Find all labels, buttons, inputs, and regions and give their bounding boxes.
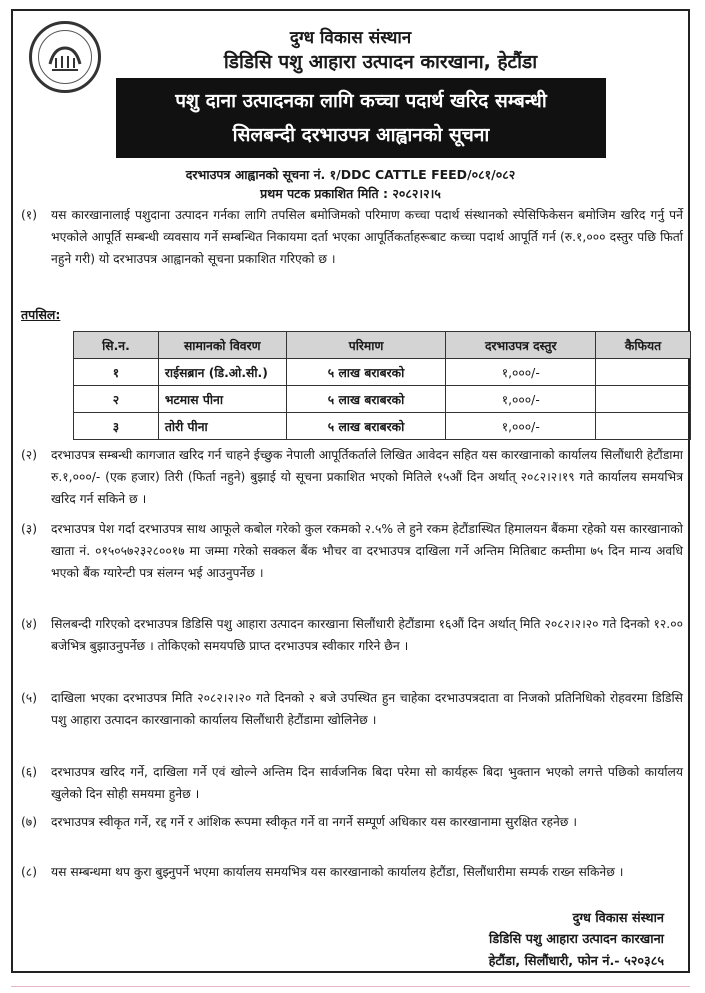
table-cell: ५ लाख बराबरको — [286, 359, 446, 386]
table-row — [74, 413, 691, 440]
organization-name: दुग्ध विकास संस्थान — [289, 28, 412, 48]
paragraph-7 — [21, 811, 683, 833]
paragraph-number: (१) — [21, 208, 37, 222]
first-published-date: प्रथम पटक प्रकाशित मिति : २०८२।२।५ — [260, 186, 441, 201]
column-header: कैफियत — [596, 332, 691, 359]
paragraph-number: (६) — [21, 765, 37, 779]
paragraph-number: (२) — [21, 448, 37, 462]
table-cell: १,०००/- — [446, 359, 596, 386]
banner-title-line-2: सिलबन्दी दरभाउपत्र आह्वानको सूचना — [232, 124, 490, 146]
notice-title-banner — [116, 78, 606, 158]
items-table — [73, 331, 691, 440]
table-cell: भटमास पीना — [158, 386, 286, 413]
paragraph-text: दरभाउपत्र स्वीकृत गर्ने, रद्द गर्ने र आंशिक रूपमा स्वीकृत गर्ने वा नगर्ने सम्पूर्ण अधिकार यस कारखानामा सुरक्षित रहनेछ । — [51, 815, 577, 829]
column-header: दरभाउपत्र दस्तुर — [446, 332, 596, 359]
table-cell: राईसब्रान (डि.ओ.सी.) — [158, 359, 286, 386]
notice-number: दरभाउपत्र आह्वानको सूचना नं. १/DDC CATTLE FEED/०८१/०८२ — [185, 167, 516, 182]
paragraph-text: दाखिला भएका दरभाउपत्र मिति २०८२।२।२० गते दिनको २ बजे उपस्थित हुन चाहेका दरभाउपत्रदाता वा निजको प्रतिनिधिको रोहवरमा डिडिसि पशु आहारा उत्पादन कारखानाको कार्यालय सिलौंधारी हेटौंडामा खोलिनेछ । — [51, 691, 683, 727]
paragraph-number: (८) — [21, 865, 37, 879]
paragraph-number: (४) — [21, 617, 37, 631]
table-cell: २ — [74, 386, 159, 413]
table-cell: ५ लाख बराबरको — [286, 413, 446, 440]
paragraph-4 — [21, 613, 683, 657]
factory-name: डिडिसि पशु आहारा उत्पादन कारखाना, हेटौंडा — [223, 51, 538, 73]
paragraph-number: (५) — [21, 691, 37, 705]
paragraph-6 — [21, 761, 683, 805]
paragraph-number: (७) — [21, 815, 37, 829]
footer-divider — [11, 986, 690, 987]
paragraph-5 — [21, 687, 683, 731]
column-header: सामानको विवरण — [158, 332, 286, 359]
table-cell: १,०००/- — [446, 386, 596, 413]
table-cell: तोरी पीना — [158, 413, 286, 440]
table-cell: ५ लाख बराबरको — [286, 386, 446, 413]
paragraph-text: सिलबन्दी गरिएको दरभाउपत्र डिडिसि पशु आहारा उत्पादन कारखाना सिलौंधारी हेटौंडामा १६औं दिन अर्थात् मिति २०८२।२।२० गते दिनको १२.०० बजेभित्र बुझाउनुपर्नेछ । तोकिएको समयपछि प्राप्त दरभाउपत्र स्वीकार गरिने छैन । — [51, 617, 683, 653]
table-cell: १,०००/- — [446, 413, 596, 440]
table-row — [74, 359, 691, 386]
column-header: परिमाण — [286, 332, 446, 359]
paragraph-2 — [21, 444, 683, 510]
table-cell — [596, 386, 691, 413]
table-cell — [596, 413, 691, 440]
signature-org: दुग्ध विकास संस्थान — [572, 911, 664, 926]
banner-title-line-1: पशु दाना उत्पादनका लागि कच्चा पदार्थ खरिद सम्बन्धी — [175, 90, 547, 112]
paragraph-number: (३) — [21, 522, 37, 536]
paragraph-text: दरभाउपत्र सम्बन्धी कागजात खरिद गर्न चाहने ईच्छुक नेपाली आपूर्तिकर्ताले लिखित आवेदन सहित यस कारखानाको कार्यालय सिलौंधारी हेटौंडामा रु.१,०००/- (एक हजार) तिरी (फिर्ता नहुने) बुझाई यो सूचना प्रकाशित भएको मितिले १५औं दिन अर्थात् २०८२।२।१९ गते कार्यालय समयभित्र खरिद गर्न सकिने छ । — [51, 448, 683, 506]
notice-page — [11, 9, 690, 973]
table-cell — [596, 359, 691, 386]
table-header-row — [74, 332, 691, 359]
paragraph-1 — [21, 204, 683, 270]
signature-address: हेटौंडा, सिलौंधारी, फोन नं.- ५२०३८५ — [488, 954, 664, 969]
paragraph-text: यस सम्बन्धमा थप कुरा बुझ्नुपर्ने भएमा कार्यालय समयभित्र यस कारखानाको कार्यालय हेटौंडा, सिलौंधारीमा सम्पर्क राख्न सकिनेछ । — [51, 865, 624, 879]
signature-factory: डिडिसि पशु आहारा उत्पादन कारखाना — [489, 932, 664, 947]
paragraph-text: यस कारखानालाई पशुदाना उत्पादन गर्नका लागि तपसिल बमोजिमको परिमाण कच्चा पदार्थ संस्थानको स्पेसिफिकेसन बमोजिम खरिद गर्नु पर्ने भएकोले आपूर्ति सम्बन्धी व्यवसाय गर्ने सम्बन्धित निकायमा दर्ता भएका आपूर्तिकर्ताहरूबाट कच्चा पदार्थ आपूर्ति गर्न (रु.१,००० दस्तुर पछि फिर्ता नहुने गरी) यो दरभाउपत्र आह्वानको सूचना प्रकाशित गरिएको छ । — [51, 208, 683, 266]
table-row — [74, 386, 691, 413]
column-header: सि.न. — [74, 332, 159, 359]
paragraph-text: दरभाउपत्र पेश गर्दा दरभाउपत्र साथ आफूले कबोल गरेको कुल रकमको २.५% ले हुने रकम हेटौंडास्थित हिमालयन बैंकमा रहेको यस कारखानाको खाता नं. ०१५०५७२३२८००१७ मा जम्मा गरेको सक्कल बैंक भौचर वा दरभाउपत्र दाखिला गर्ने अन्तिम मितिबाट कम्तीमा ७५ दिन मान्य अवधि भएको बैंक ग्यारेन्टी पत्र संलग्न भई आउनुपर्नेछ । — [51, 522, 683, 580]
table-cell: १ — [74, 359, 159, 386]
table-cell: ३ — [74, 413, 159, 440]
paragraph-8 — [21, 861, 683, 883]
schedule-label: तपसिल: — [21, 307, 61, 322]
paragraph-3 — [21, 518, 683, 584]
paragraph-text: दरभाउपत्र खरिद गर्ने, दाखिला गर्ने एवं खोल्ने अन्तिम दिन सार्वजनिक बिदा परेमा सो कार्यहरू बिदा भुक्तान भएको लगत्ते पछिको कार्यालय खुलेको दिन सोही समयमा हुनेछ । — [51, 765, 683, 801]
